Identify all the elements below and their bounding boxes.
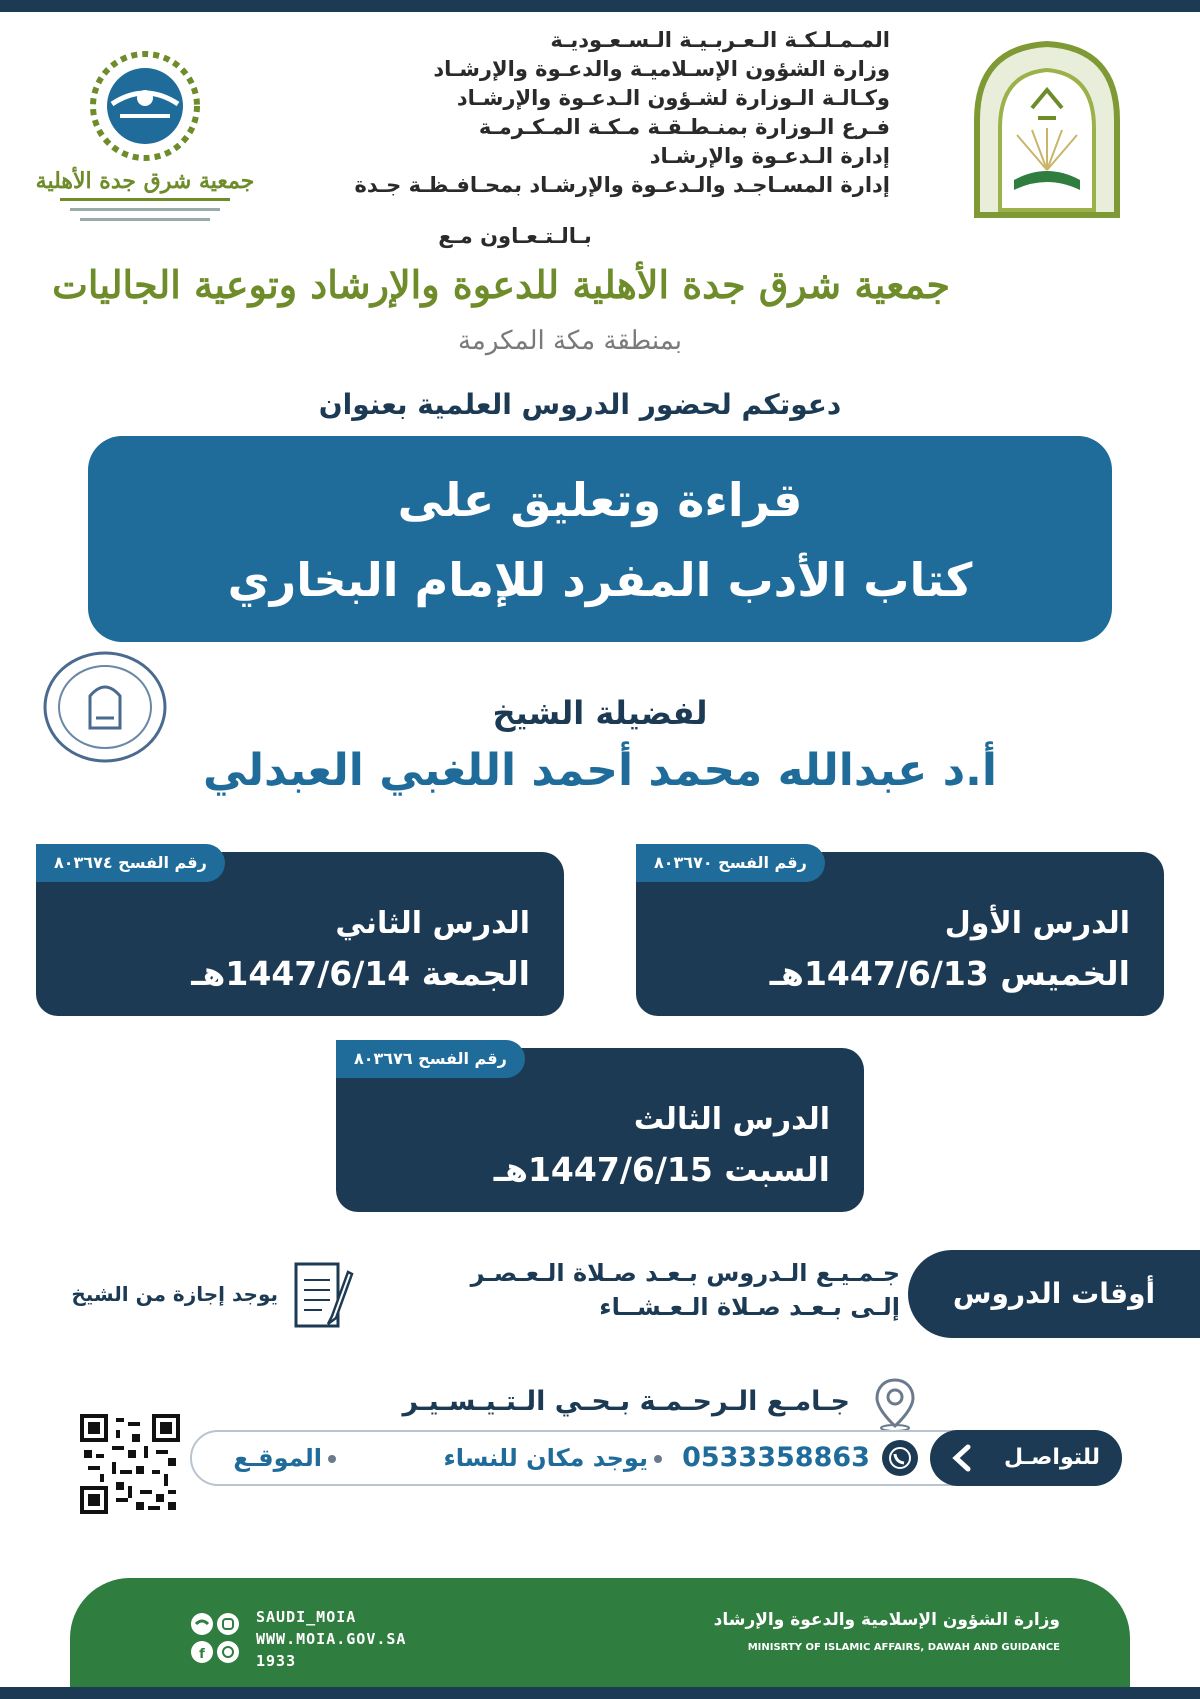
lesson-date: السبت 1447/6/15هـ (493, 1150, 830, 1189)
header-line-3: وكـالـة الـوزارة لشـؤون الـدعـوة والإرشـاد (456, 86, 890, 110)
top-bar (0, 0, 1200, 12)
footer-ministry-en: MINISRTY OF ISLAMIC AFFAIRS, DAWAH AND GUIDANCE (747, 1642, 1060, 1653)
title-line-2: كتاب الأدب المفرد للإمام البخاري (227, 553, 973, 607)
venue-name: جـامـع الـرحـمـة بـحـي الـتـيـسـيـر (402, 1386, 850, 1417)
lesson-times-label: أوقات الدروس (908, 1250, 1200, 1338)
social-icons (186, 1608, 250, 1672)
header-line-4: فـرع الـوزارة بمنـطـقـة مـكـة المـكـرمـة (478, 115, 890, 139)
location-pin-icon (872, 1376, 918, 1432)
permit-badge: رقم الفسح ٨٠٣٦٧٤ (36, 844, 225, 882)
association-region: بمنطقة مكة المكرمة (457, 326, 683, 356)
lesson-name: الدرس الثالث (633, 1102, 830, 1137)
lesson-card-1 (636, 852, 1164, 1016)
location-link[interactable]: الموقـع (233, 1444, 322, 1472)
lesson-card-2 (36, 852, 564, 1016)
lecture-title-box (88, 436, 1112, 642)
sheikh-label: لفضيلة الشيخ (492, 694, 708, 732)
seal-title: جمعية شرق جدة الأهلية (35, 168, 255, 194)
header-line-2: وزارة الشؤون الإسـلاميـة والدعـوة والإرشـاد (433, 57, 890, 81)
contact-label: للتواصـل (930, 1430, 1122, 1486)
ministry-emblem (972, 40, 1122, 220)
association-name: جمعية شرق جدة الأهلية للدعوة والإرشاد وتوعية الجاليات (52, 262, 950, 307)
phone-icon (882, 1440, 918, 1476)
call-number[interactable]: 1933 (256, 1652, 297, 1670)
footer-ministry-ar: وزارة الشؤون الإسلامية والدعوة والإرشاد (713, 1610, 1060, 1630)
svg-text:f: f (199, 1647, 205, 1662)
government-header (290, 26, 890, 200)
header-line-6: إدارة المسـاجـد والـدعـوة والإرشـاد بمحـافـظـة جـدة (354, 173, 890, 197)
phone-number[interactable]: 0533358863 (682, 1442, 870, 1473)
separator-dot (328, 1455, 336, 1463)
association-seal (20, 38, 270, 238)
ijaza-note: يوجد إجازة من الشيخ (71, 1282, 278, 1306)
permit-badge: رقم الفسح ٨٠٣٦٧٠ (636, 844, 825, 882)
separator-dot (654, 1455, 662, 1463)
lesson-times-text (380, 1256, 900, 1324)
footer-contact (256, 1606, 516, 1672)
permit-badge: رقم الفسح ٨٠٣٦٧٦ (336, 1040, 525, 1078)
title-line-1: قراءة وتعليق على (397, 473, 803, 527)
lesson-date: الجمعة 1447/6/14هـ (191, 954, 530, 993)
women-space-note: يوجد مكان للنساء (443, 1444, 648, 1472)
lesson-date: الخميس 1447/6/13هـ (769, 954, 1130, 993)
sheikh-name: أ.د عبدالله محمد أحمد اللغبي العبدلي (203, 745, 997, 796)
website-link[interactable]: WWW.MOIA.GOV.SA (256, 1630, 407, 1648)
document-icon (292, 1258, 356, 1338)
header-line-5: إدارة الـدعـوة والإرشـاد (649, 144, 890, 168)
social-handle[interactable]: SAUDI_MOIA (256, 1608, 357, 1626)
times-line-2: إلـى بـعـد صـلاة الـعـشــاء (599, 1293, 900, 1321)
qr-code[interactable] (80, 1414, 180, 1514)
chevron-left-icon (950, 1444, 976, 1472)
bottom-bar (0, 1687, 1200, 1699)
lesson-name: الدرس الأول (944, 906, 1130, 941)
invitation-text: دعوتكم لحضور الدروس العلمية بعنوان (318, 388, 842, 421)
lesson-name: الدرس الثاني (335, 906, 530, 941)
lesson-card-3 (336, 1048, 864, 1212)
header-line-1: المـمـلـكـة الـعـربـيـة الـسـعـوديـة (550, 28, 890, 52)
times-line-1: جـمـيـع الـدروس بـعـد صـلاة الـعـصـر (470, 1259, 900, 1287)
cooperation-text: بـالـتـعـاون مـع (438, 224, 592, 248)
